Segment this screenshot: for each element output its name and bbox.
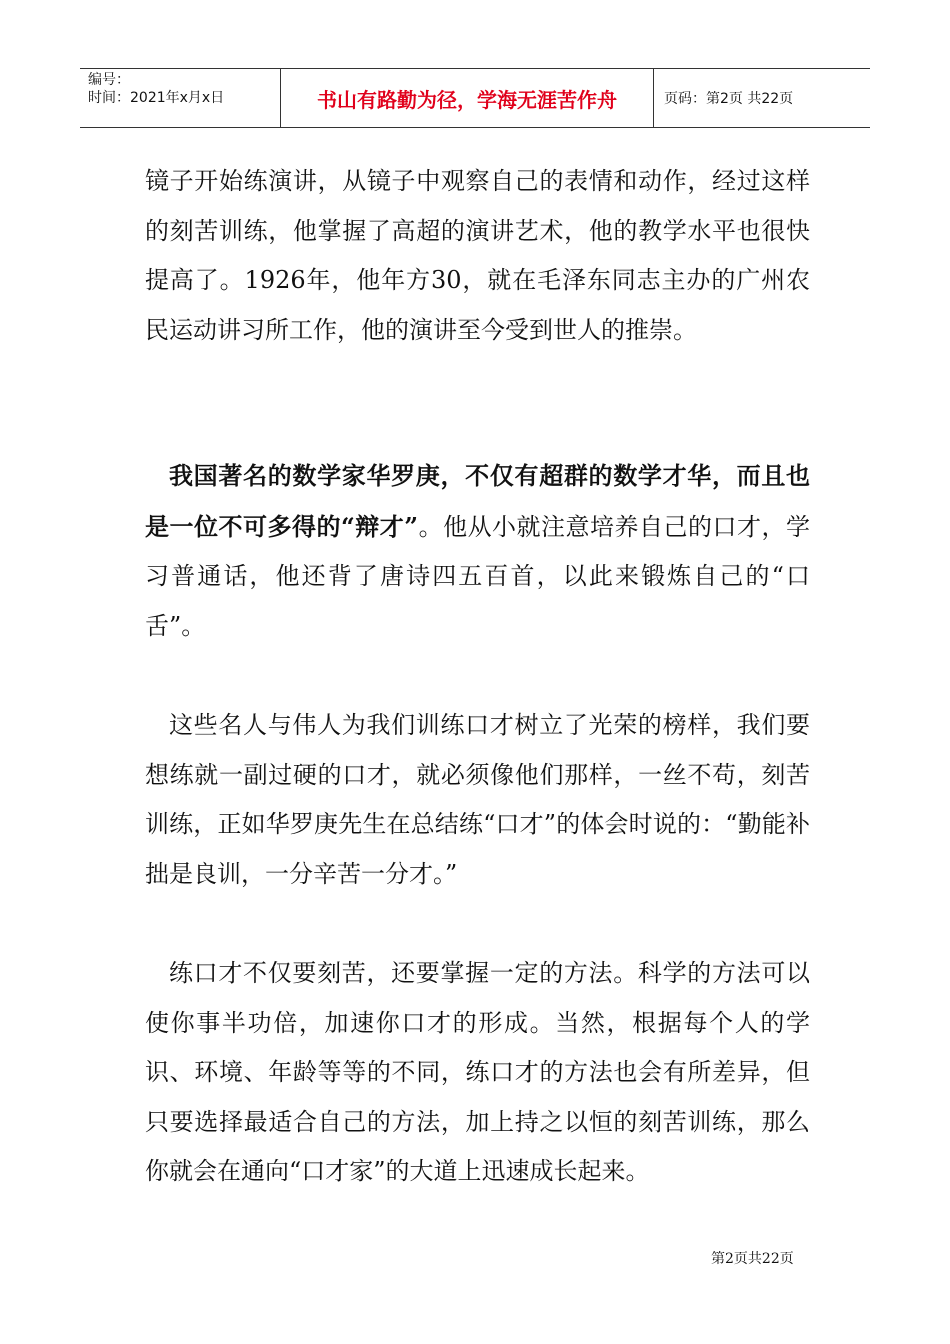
- paragraph-3: 这些名人与伟人为我们训练口才树立了光荣的榜样，我们要想练就一副过硬的口才，就必须像他们那样，一丝不苟，刻苦训练，正如华罗庚先生在总结练“口才”的体会时说的：“勤能补拙是良训，一分辛苦一分才。”: [145, 711, 810, 888]
- number-label: 编号：: [88, 72, 130, 88]
- header-motto: 书山有路勤为径，学海无涯苦作舟: [281, 69, 654, 127]
- paragraph-1: 镜子开始练演讲，从镜子中观察自己的表情和动作，经过这样的刻苦训练，他掌握了高超的演讲艺术，他的教学水平也很快提高了。1926年，他年方30，就在毛泽东同志主办的广州农民运动讲习所工作，他的演讲至今受到世人的推崇。: [145, 167, 810, 344]
- paragraph-2-bold: 我国著名的数学家华罗庚，不仅有超群的数学才华，而且也是一位不可多得的“辩才”: [145, 461, 810, 541]
- page-header: [80, 68, 870, 128]
- time-label: 时间：2021年x月x日: [88, 90, 225, 106]
- document-body: [145, 157, 810, 1197]
- page-footer: 第2页共22页: [711, 1251, 794, 1267]
- header-meta: [80, 69, 281, 127]
- header-page-info: 页码：第2页 共22页: [664, 91, 794, 107]
- paragraph-2-rest: 。他从小就注意培养自己的口才，学习普通话，他还背了唐诗四五百首，以此来锻炼自己的“口舌”。: [145, 512, 811, 640]
- paragraph-2: [145, 451, 810, 651]
- paragraph-4: 练口才不仅要刻苦，还要掌握一定的方法。科学的方法可以使你事半功倍，加速你口才的形成。当然，根据每个人的学识、环境、年龄等等的不同，练口才的方法也会有所差异，但只要选择最适合自己的方法，加上持之以恒的刻苦训练，那么你就会在通向“口才家”的大道上迅速成长起来。: [145, 959, 810, 1185]
